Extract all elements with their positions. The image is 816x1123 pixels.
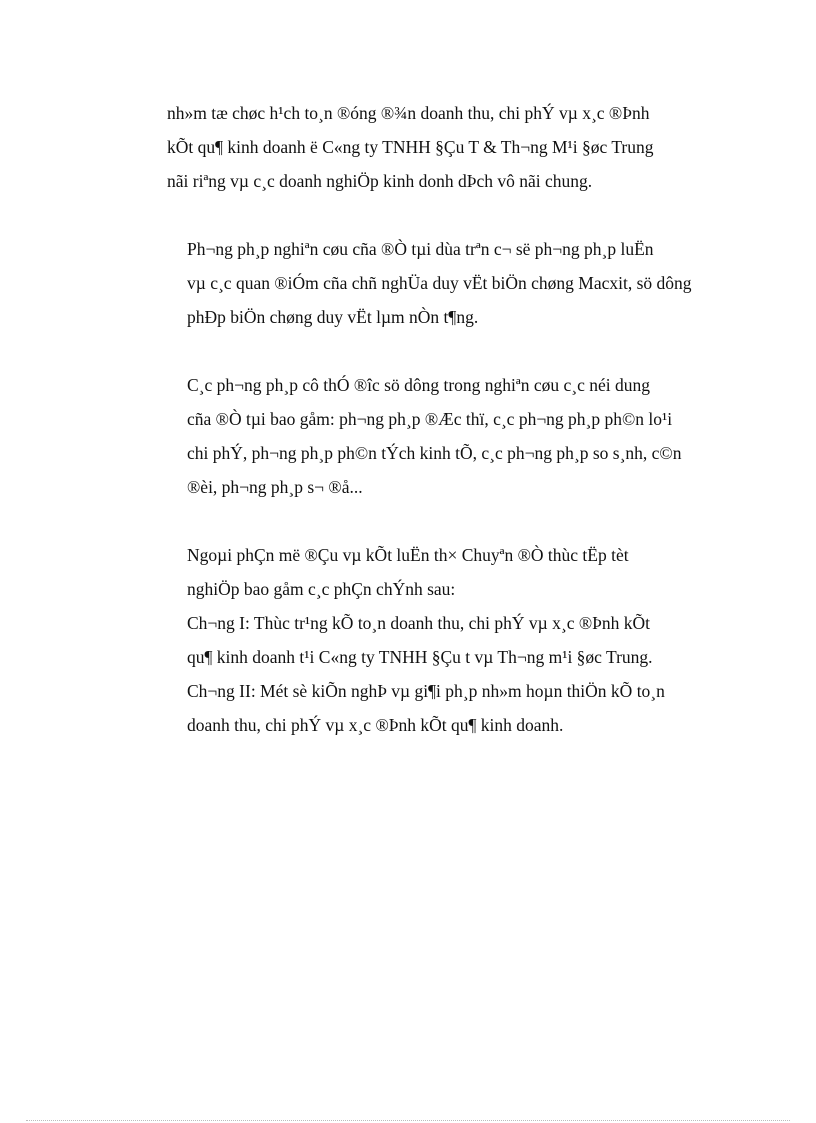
text-line: vµ c¸c quan ®iÓm cña chñ nghÜa duy vËt biÖn chøng Macxit, sö dông [187, 273, 692, 293]
paragraph-structure-intro [167, 538, 716, 606]
text-line: chi phÝ, ph¬ng ph¸p ph©n tÝch kinh tÕ, c¸c ph¬ng ph¸p so s¸nh, c©n [187, 443, 682, 463]
text-line: ®èi, ph¬ng ph¸p s¬ ®å... [187, 477, 363, 497]
text-line: C¸c ph¬ng ph¸p cô thÓ ®îc sö dông trong nghiªn cøu c¸c néi dung [187, 375, 650, 395]
paragraph-specific-methods [167, 368, 716, 504]
text-line: phÐp biÖn chøng duy vËt lµm nÒn t¶ng. [187, 307, 479, 327]
text-line: doanh thu, chi phÝ vµ x¸c ®Þnh kÕt qu¶ kinh doanh. [187, 715, 564, 735]
text-line: kÕt qu¶ kinh doanh ë C«ng ty TNHH §Çu T & Th¬ng M¹i §øc Trung [167, 137, 654, 157]
paragraph-spacer [167, 334, 716, 368]
paragraph-methodology [167, 232, 716, 334]
text-line: Ch¬ng II: Mét sè kiÕn nghÞ vµ gi¶i ph¸p nh»m hoµn thiÖn kÕ to¸n [187, 681, 665, 701]
document-body [167, 96, 716, 742]
paragraph-chapter-two [167, 674, 716, 742]
text-line: Ph¬ng ph¸p nghiªn cøu cña ®Ò tµi dùa trªn c¬ së ph¬ng ph¸p luËn [187, 239, 654, 259]
paragraph-spacer [167, 504, 716, 538]
text-line: Ngoµi phÇn më ®Çu vµ kÕt luËn th× Chuyªn ®Ò thùc tËp tèt [187, 545, 629, 565]
paragraph-chapter-one [167, 606, 716, 674]
text-line: Ch¬ng I: Thùc tr¹ng kÕ to¸n doanh thu, chi phÝ vµ x¸c ®Þnh kÕt [187, 613, 650, 633]
text-line: nãi riªng vµ c¸c doanh nghiÖp kinh donh dÞch vô nãi chung. [167, 171, 593, 191]
paragraph-objective [167, 96, 716, 198]
text-line: nghiÖp bao gåm c¸c phÇn chÝnh sau: [187, 579, 456, 599]
text-line: qu¶ kinh doanh t¹i C«ng ty TNHH §Çu t vµ Th¬ng m¹i §øc Trung. [187, 647, 653, 667]
text-line: nh»m tæ chøc h¹ch to¸n ®óng ®¾n doanh thu, chi phÝ vµ x¸c ®Þnh [167, 103, 650, 123]
text-line: cña ®Ò tµi bao gåm: ph¬ng ph¸p ®Æc thï, c¸c ph¬ng ph¸p ph©n lo¹i [187, 409, 673, 429]
page-bottom-border [26, 1120, 790, 1121]
paragraph-spacer [167, 198, 716, 232]
